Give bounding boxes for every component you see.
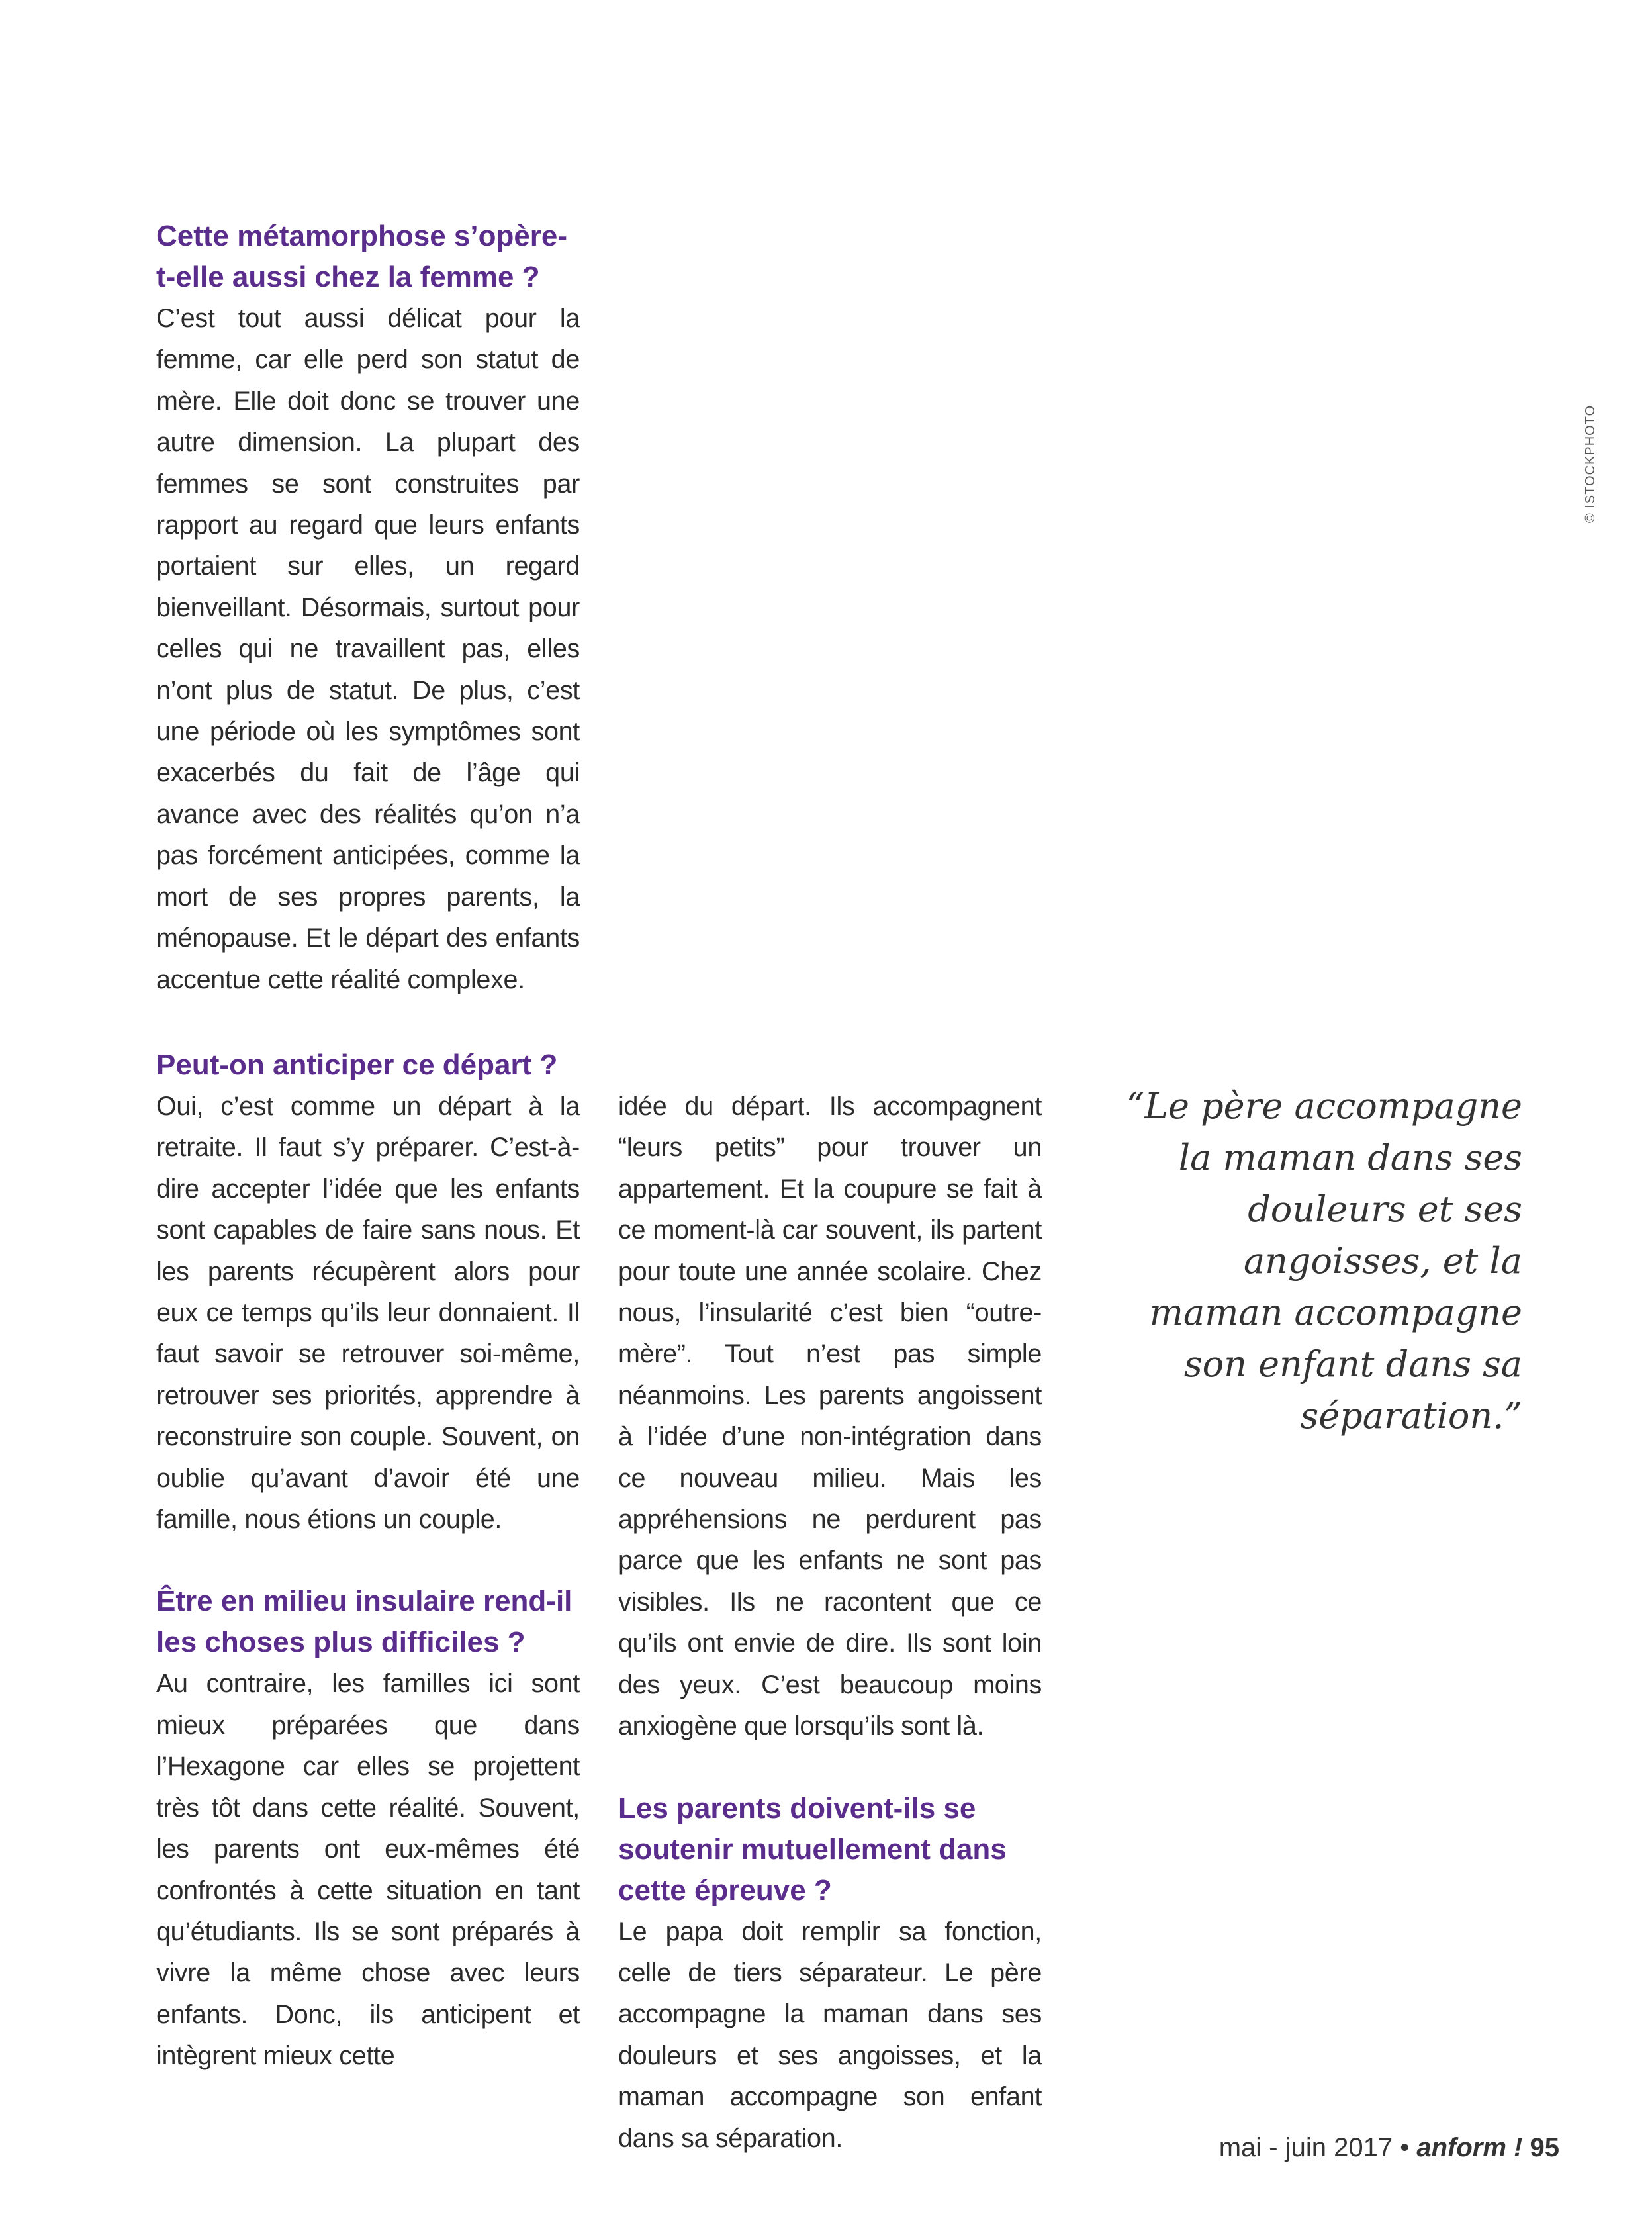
spacer <box>156 1540 580 1581</box>
footer-separator: • <box>1400 2133 1410 2162</box>
section-heading: Être en milieu insulaire rend-il les choses plus difficiles ? <box>156 1585 573 1659</box>
section-body-continued: idée du départ. Ils accompagnent “leurs petits” pour trouver un appartement. Et la coupure se fait à ce moment-là car souvent, ils partent pour toute une année scolaire. Chez nous, l’insularité c’est bien “outre-mère”. Tout n’est pas simple néanmoins. Les parents angoissent à l’idée d’une non-intégration dans ce nouveau milieu. Mais les appréhensions ne perdurent pas parce que les enfants ne sont pas visibles. Ils ne racontent que ce qu’ils ont envie de dire. Ils sont loin des yeux. C’est beaucoup moins anxiogène que lorsqu’ils sont là. <box>618 1092 1042 1741</box>
article-column-1-bottom <box>156 1045 580 2077</box>
section-heading: Cette métamorphose s’opère-t-elle aussi chez la femme ? <box>156 220 568 293</box>
issue-date: mai - juin 2017 <box>1218 2133 1393 2162</box>
magazine-name: anform ! <box>1416 2133 1523 2162</box>
page-number: 95 <box>1530 2133 1559 2162</box>
pull-quote: “Le père accompagne la maman dans ses douleurs et ses angoisses, et la maman accompagne son enfant dans sa séparation.” <box>1126 1085 1522 1437</box>
section-heading: Les parents doivent-ils se soutenir mutuellement dans cette épreuve ? <box>618 1791 1007 1907</box>
section-body: Au contraire, les familles ici sont mieux préparées que dans l’Hexagone car elles se projettent très tôt dans cette réalité. Souvent, les parents ont eux-mêmes été confrontés à cette situation en tant qu’étudiants. Ils se sont préparés à vivre la même chose avec leurs enfants. Donc, ils anticipent et intègrent mieux cette <box>156 1669 580 2071</box>
article-column-1-top <box>156 216 580 1000</box>
section-body: Le papa doit remplir sa fonction, celle de tiers séparateur. Le père accompagne la maman dans ses douleurs et ses angoisses, et la maman accompagne son enfant dans sa séparation. <box>618 1917 1042 2153</box>
section-body: C’est tout aussi délicat pour la femme, car elle perd son statut de mère. Elle doit donc se trouver une autre dimension. La plupart des femmes se sont construites par rapport au regard que leurs enfants portaient sur elles, un regard bienveillant. Désormais, surtout pour celles qui ne travaillent pas, elles n’ont plus de statut. De plus, c’est une période où les symptômes sont exacerbés du fait de l’âge qui avance avec des réalités qu’on n’a pas forcément anticipées, comme la mort de ses propres parents, la ménopause. Et le départ des enfants accentue cette réalité complexe. <box>156 304 580 994</box>
photo-credit: © ISTOCKPHOTO <box>1583 404 1598 523</box>
section-heading: Peut-on anticiper ce départ ? <box>156 1049 558 1081</box>
article-column-2 <box>618 1086 1042 2159</box>
section-body: Oui, c’est comme un départ à la retraite. Il faut s’y préparer. C’est-à-dire accepter l’idée que les enfants sont capables de faire sans nous. Et les parents récupèrent alors pour eux ce temps qu’ils leur donnaient. Il faut savoir se retrouver soi-même, retrouver ses priorités, apprendre à reconstruire son couple. Souvent, on oublie qu’avant d’avoir été une famille, nous étions un couple. <box>156 1092 580 1535</box>
spacer <box>618 1747 1042 1788</box>
page-footer <box>1219 2133 1559 2163</box>
